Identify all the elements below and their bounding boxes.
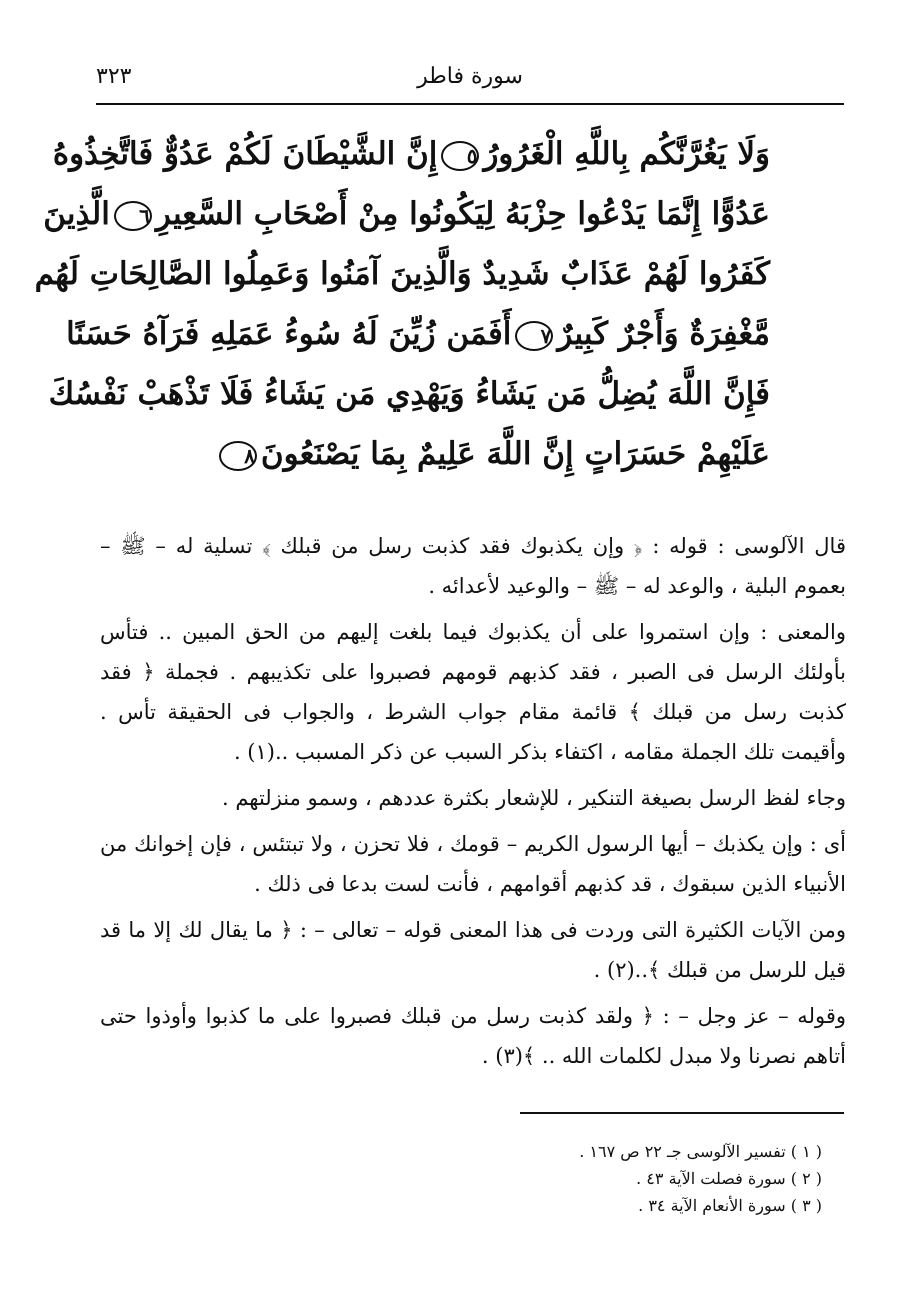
commentary-paragraph: ومن الآيات الكثيرة التى وردت فى هذا المعنى قوله – تعالى – : ﴿ ما يقال لك إلا ما قد قيل للرسل من قبلك ﴾..(٢) .	[100, 918, 846, 982]
verse-text: الَّذِينَ	[43, 196, 110, 232]
commentary-paragraph: والمعنى : وإن استمروا على أن يكذبوك فيما بلغت إليهم من الحق المبين .. فتأس بأولئك الرسل فى الصبر ، فقد كذبهم قومهم فصبروا على تكذيبهم . فجملة ﴿ فقد كذبت رسل من قبلك ﴾ قائمة مقام جواب الشرط ، والجواب فى الحقيقة تأس . وأقيمت تلك الجملة مقامه ، اكتفاء بذكر السبب عن ذكر المسبب ..(١) .	[100, 620, 846, 764]
verse-text: كَفَرُوا لَهُمْ عَذَابٌ شَدِيدٌ وَالَّذِينَ آمَنُوا وَعَمِلُوا الصَّالِحَاتِ لَهُم	[34, 256, 770, 292]
ayah-number-marker: ٧	[515, 321, 553, 351]
verse-text: فَإِنَّ اللَّهَ يُضِلُّ مَن يَشَاءُ وَيَهْدِي مَن يَشَاءُ فَلَا تَذْهَبْ نَفْسُكَ	[48, 376, 770, 412]
verse-text: أَفَمَن زُيِّنَ لَهُ سُوءُ عَمَلِهِ فَرَآهُ حَسَنًا	[66, 316, 512, 352]
running-head	[96, 64, 844, 100]
commentary-paragraph: وقوله – عز وجل – : ﴿ ولقد كذبت رسل من قبلك فصبروا على ما كذبوا وأوذوا حتى أتاهم نصرنا ولا مبدل لكلمات الله .. ﴾(٣) .	[100, 1004, 846, 1068]
ayah-number-marker: ٥	[441, 141, 479, 171]
quran-line	[150, 424, 770, 484]
quran-line	[66, 304, 770, 364]
verse-text: إِنَّ الشَّيْطَانَ لَكُمْ عَدُوٌّ فَاتَّخِذُوهُ	[52, 136, 438, 172]
commentary-paragraph: أى : وإن يكذبك – أيها الرسول الكريم – قومك ، فلا تحزن ، ولا تبتئس ، فإن إخوانك من الأنبياء الذين سبقوك ، قد كذبهم أقوامهم ، فأنت لست بدعا فى ذلك .	[100, 832, 846, 896]
footnote-item: ( ٣ ) سورة الأنعام الآية ٣٤ .	[638, 1196, 822, 1215]
footnote-item: ( ٢ ) سورة فصلت الآية ٤٣ .	[636, 1169, 822, 1188]
quran-line	[52, 124, 770, 184]
commentary-paragraph: قال الآلوسى : قوله : ﴿ وإن يكذبوك فقد كذبت رسل من قبلك ﴾ تسلية له – ﷺ – بعموم البلية ، والوعد له – ﷺ – والوعيد لأعدائه .	[100, 534, 846, 598]
footnote-rule	[520, 1112, 844, 1114]
verse-text: عَدُوًّا إِنَّمَا يَدْعُوا حِزْبَهُ لِيَكُونُوا مِنْ أَصْحَابِ السَّعِيرِ	[155, 196, 770, 232]
surah-title: سورة فاطر	[417, 64, 523, 89]
commentary-body	[100, 526, 846, 1082]
verse-text: عَلَيْهِمْ حَسَرَاتٍ إِنَّ اللَّهَ عَلِيمٌ بِمَا يَصْنَعُونَ	[260, 436, 770, 472]
verse-text: وَلَا يَغُرَّنَّكُم بِاللَّهِ الْغَرُورُ	[483, 136, 770, 172]
quran-line	[48, 364, 770, 424]
commentary-paragraph: وجاء لفظ الرسل بصيغة التنكير ، للإشعار بكثرة عددهم ، وسمو منزلتهم .	[221, 786, 846, 810]
verse-text: مَّغْفِرَةٌ وَأَجْرٌ كَبِيرٌ	[557, 316, 770, 352]
quran-verses-block	[34, 124, 770, 484]
quran-line	[43, 184, 770, 244]
page-number: ٣٢٣	[96, 64, 132, 89]
ayah-number-marker: ٨	[219, 441, 257, 471]
quran-line	[34, 244, 770, 304]
header-rule	[96, 103, 844, 105]
footnote-item: ( ١ ) تفسير الآلوسى جـ ٢٢ ص ١٦٧ .	[579, 1142, 822, 1161]
ayah-number-marker: ٦	[114, 201, 152, 231]
footnotes	[322, 1138, 822, 1219]
